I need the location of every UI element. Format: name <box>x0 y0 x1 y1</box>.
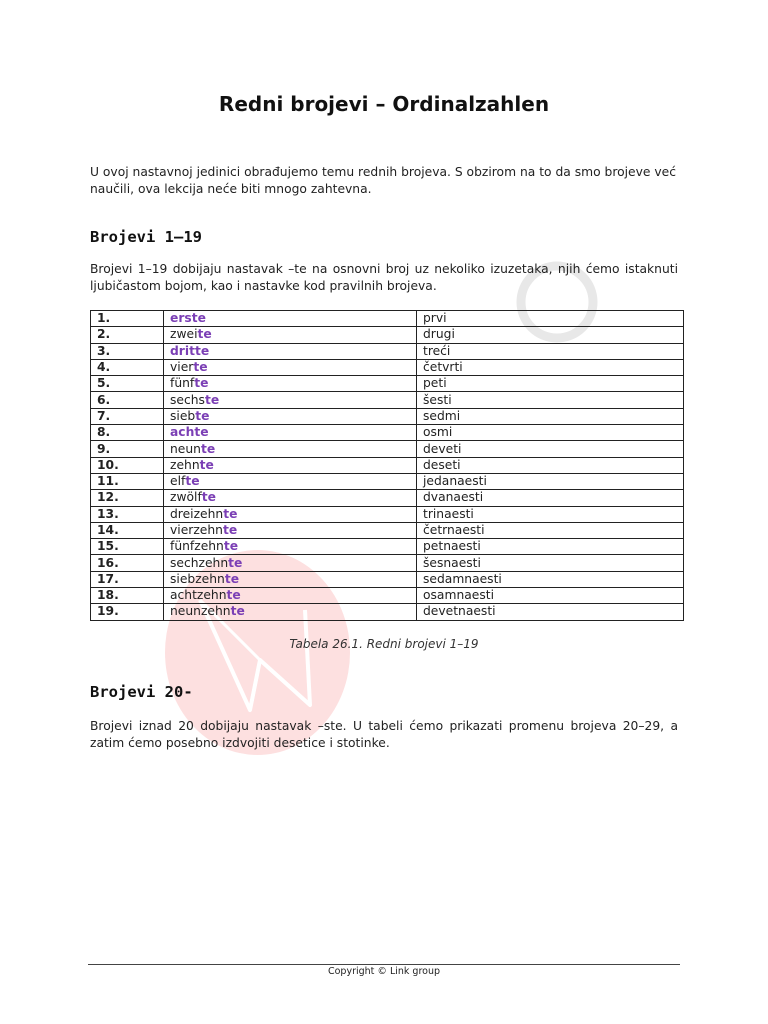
footer-divider <box>88 964 680 965</box>
german-ordinal <box>164 359 417 375</box>
row-number: 8. <box>91 425 164 441</box>
table-row <box>91 604 684 620</box>
german-ordinal <box>164 555 417 571</box>
serbian-ordinal: osamnaesti <box>417 588 684 604</box>
row-number: 11. <box>91 473 164 489</box>
table-row <box>91 588 684 604</box>
table-row <box>91 457 684 473</box>
german-ordinal <box>164 588 417 604</box>
german-ordinal <box>164 376 417 392</box>
row-number: 5. <box>91 376 164 392</box>
serbian-ordinal: četvrti <box>417 359 684 375</box>
serbian-ordinal: deveti <box>417 441 684 457</box>
table-row <box>91 555 684 571</box>
table-row <box>91 392 684 408</box>
ordinal-ending: te <box>201 490 216 505</box>
row-number: 13. <box>91 506 164 522</box>
row-number: 1. <box>91 311 164 327</box>
row-number: 16. <box>91 555 164 571</box>
table-row <box>91 359 684 375</box>
ordinal-ending: te <box>226 588 241 603</box>
row-number: 6. <box>91 392 164 408</box>
ordinal-ending: achte <box>170 425 209 440</box>
serbian-ordinal: sedmi <box>417 408 684 424</box>
ordinal-stem: zwölf <box>170 490 202 505</box>
table-row <box>91 425 684 441</box>
row-number: 9. <box>91 441 164 457</box>
serbian-ordinal: jedanaesti <box>417 473 684 489</box>
german-ordinal <box>164 457 417 473</box>
ordinal-ending: erste <box>170 311 206 326</box>
ordinal-stem: achtzehn <box>170 588 227 603</box>
ordinal-ending: te <box>200 441 216 456</box>
ordinal-ending: te <box>199 457 214 472</box>
row-number: 19. <box>91 604 164 620</box>
serbian-ordinal: devetnaesti <box>417 604 684 620</box>
footer-copyright: Copyright © Link group <box>327 966 441 977</box>
table-row <box>91 506 684 522</box>
ordinal-stem: sechs <box>170 392 205 407</box>
section-20-paragraph: Brojevi iznad 20 dobijaju nastavak –ste. U tabeli ćemo prikazati promenu brojeva 20–29, a zatim ćemo posebno izdvojiti desetice i stotinke. <box>90 719 678 750</box>
ordinal-stem: vier <box>170 360 194 375</box>
serbian-ordinal: dvanaesti <box>417 490 684 506</box>
row-number: 7. <box>91 408 164 424</box>
serbian-ordinal: četrnaesti <box>417 522 684 538</box>
ordinal-ending: te <box>224 571 240 586</box>
table-row <box>91 376 684 392</box>
serbian-ordinal: prvi <box>417 311 684 327</box>
ordinal-stem: fünfzehn <box>170 539 224 554</box>
row-number: 14. <box>91 522 164 538</box>
page-title: Redni brojevi – Ordinalzahlen <box>218 92 550 116</box>
serbian-ordinal: sedamnaesti <box>417 571 684 587</box>
serbian-ordinal: petnaesti <box>417 539 684 555</box>
serbian-ordinal: peti <box>417 376 684 392</box>
row-number: 2. <box>91 327 164 343</box>
ordinal-stem: zehn <box>170 457 200 472</box>
ordinal-ending: te <box>204 392 220 407</box>
table-row <box>91 539 684 555</box>
ordinal-stem: zwei <box>170 327 198 342</box>
ordinal-ending: te <box>194 376 209 391</box>
german-ordinal <box>164 425 417 441</box>
section-1-19-paragraph: Brojevi 1–19 dobijaju nastavak –te na osnovni broj uz nekoliko izuzetaka, njih ćemo istaknuti ljubičastom bojom, kao i nastavke kod pravilnih brojeva. <box>90 262 678 293</box>
ordinal-stem: sechzehn <box>170 555 229 570</box>
german-ordinal <box>164 311 417 327</box>
table-row <box>91 408 684 424</box>
ordinal-stem: siebzehn <box>170 571 225 586</box>
ordinal-table <box>90 310 684 621</box>
row-number: 15. <box>91 539 164 555</box>
german-ordinal <box>164 327 417 343</box>
ordinal-stem: fünf <box>170 376 195 391</box>
german-ordinal <box>164 392 417 408</box>
table-row <box>91 490 684 506</box>
serbian-ordinal: osmi <box>417 425 684 441</box>
serbian-ordinal: šesnaesti <box>417 555 684 571</box>
table-caption: Tabela 26.1. Redni brojevi 1–19 <box>289 637 479 651</box>
ordinal-stem: dreizehn <box>170 506 224 521</box>
german-ordinal <box>164 408 417 424</box>
row-number: 18. <box>91 588 164 604</box>
ordinal-ending: te <box>228 555 243 570</box>
ordinal-ending: te <box>223 539 239 554</box>
serbian-ordinal: deseti <box>417 457 684 473</box>
german-ordinal <box>164 490 417 506</box>
ordinal-ending: te <box>195 408 210 423</box>
ordinal-ending: te <box>222 523 238 537</box>
ordinal-ending: te <box>230 604 245 619</box>
serbian-ordinal: treći <box>417 343 684 359</box>
german-ordinal <box>164 441 417 457</box>
row-number: 10. <box>91 457 164 473</box>
german-ordinal <box>164 604 417 620</box>
row-number: 3. <box>91 343 164 359</box>
ordinal-ending: te <box>223 506 238 521</box>
serbian-ordinal: šesti <box>417 392 684 408</box>
section-heading-20: Brojevi 20- <box>90 683 193 701</box>
german-ordinal <box>164 343 417 359</box>
ordinal-ending: te <box>197 327 212 342</box>
row-number: 4. <box>91 359 164 375</box>
ordinal-stem: neun <box>170 441 201 456</box>
serbian-ordinal: trinaesti <box>417 506 684 522</box>
german-ordinal <box>164 571 417 587</box>
row-number: 17. <box>91 571 164 587</box>
ordinal-stem: elf <box>170 474 186 489</box>
table-row <box>91 473 684 489</box>
german-ordinal <box>164 506 417 522</box>
ordinal-stem: vierzehn <box>170 523 223 537</box>
ordinal-ending: te <box>193 360 208 375</box>
table-row <box>91 311 684 327</box>
table-row <box>91 441 684 457</box>
ordinal-ending: te <box>185 474 200 489</box>
table-row <box>91 343 684 359</box>
table-row <box>91 571 684 587</box>
serbian-ordinal: drugi <box>417 327 684 343</box>
intro-paragraph: U ovoj nastavnoj jedinici obrađujemo temu rednih brojeva. S obzirom na to da smo brojeve već naučili, ova lekcija neće biti mnogo zahtevna. <box>90 165 676 196</box>
table-row <box>91 327 684 343</box>
row-number: 12. <box>91 490 164 506</box>
section-heading-1-19: Brojevi 1–19 <box>90 228 202 246</box>
ordinal-stem: neunzehn <box>170 604 231 619</box>
german-ordinal <box>164 522 417 538</box>
ordinal-ending: dritte <box>170 343 210 358</box>
table-row <box>91 522 684 538</box>
german-ordinal <box>164 539 417 555</box>
german-ordinal <box>164 473 417 489</box>
ordinal-stem: sieb <box>170 408 196 423</box>
